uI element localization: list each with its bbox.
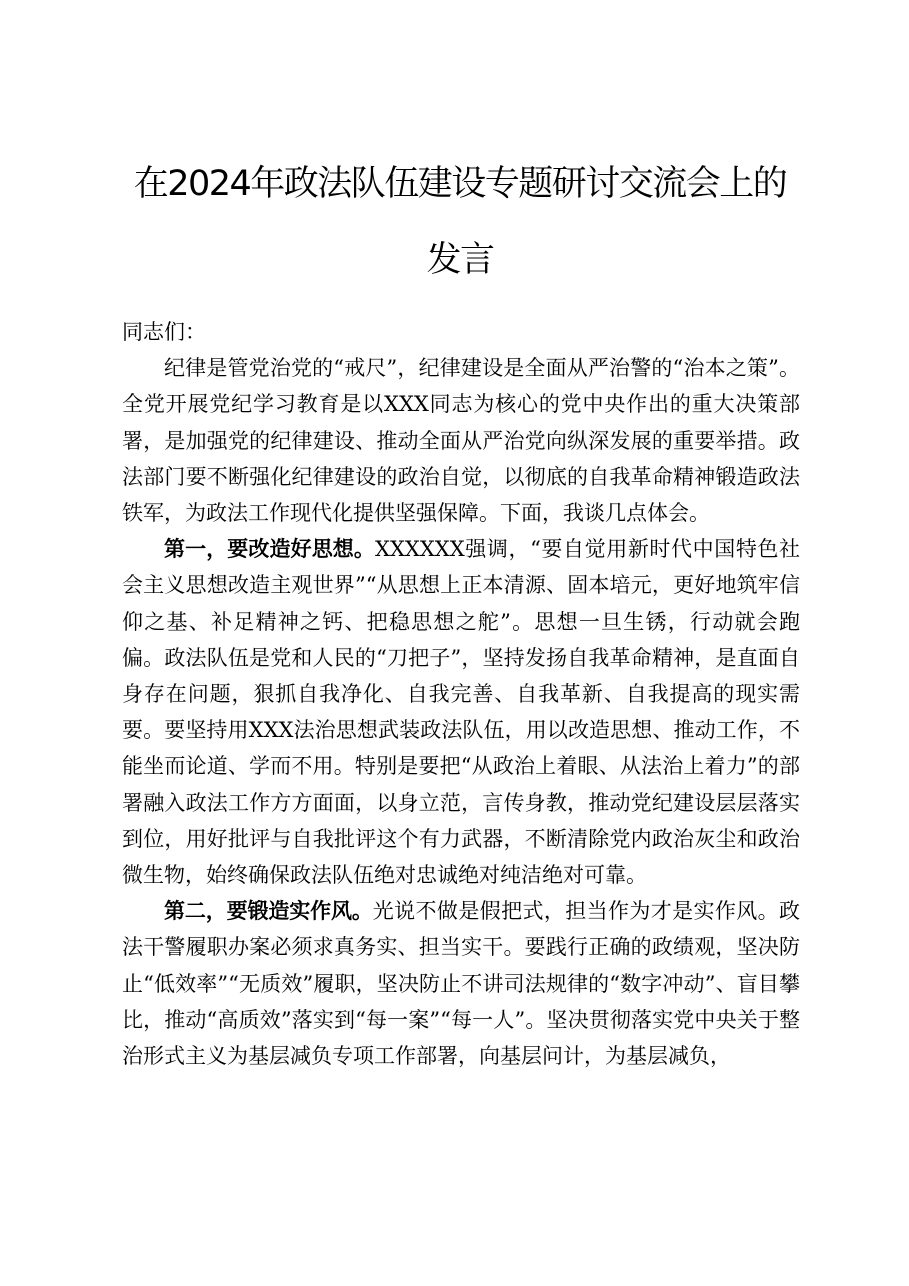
document-title-line-2: 发言 [426,240,494,280]
paragraph-text: 纪律是管党治党的“戒尺”，纪律建设是全面从严治警的“治本之策”。全党开展党纪学习教育是以XXX同志为核心的党中央作出的重大决策部署，是加强党的纪律建设、推动全面从严治党向纵深发展的重要举措。政法部门要不断强化纪律建设的政治自觉，以彻底的自我革命精神锻造政法铁军，为政法工作现代化提供坚强保障。下面，我谈几点体会。 [122,356,800,526]
document-title-line-1: 在2024年政法队伍建设专题研讨交流会上的 [133,164,787,204]
paragraph-point-1 [122,531,800,893]
paragraph-text: XXXXXX强调，“要自觉用新时代中国特色社会主义思想改造主观世界”“从思想上正本清源、固本培元，更好地筑牢信仰之基、补足精神之钙、把稳思想之舵”。思想一旦生锈，行动就会跑偏。政法队伍是党和人民的“刀把子”，坚持发扬自我革命精神，是直面自身存在问题，狠抓自我净化、自我完善、自我革新、自我提高的现实需要。要坚持用XXX法治思想武装政法队伍，用以改造思想、推动工作，不能坐而论道、学而不用。特别是要把“从政治上着眼、从法治上着力”的部署融入政法工作方方面面，以身立范，言传身教，推动党纪建设层层落实到位，用好批评与自我批评这个有力武器，不断清除党内政治灰尘和政治微生物，始终确保政法队伍绝对忠诚绝对纯洁绝对可靠。 [122,537,801,888]
paragraph-lead-heading: 第一，要改造好思想。 [164,537,375,562]
salutation: 同志们： [122,320,206,344]
paragraph-lead-heading: 第二，要锻造实作风。 [164,899,373,924]
paragraph-text: 光说不做是假把式，担当作为才是实作风。政法干警履职办案必须求真务实、担当实干。要践行正确的政绩观，坚决防止“低效率”“无质效”履职，坚决防止不讲司法规律的“数字冲动”、盲目攀比，推动“高质效”落实到“每一案”“每一人”。坚决贯彻落实党中央关于整治形式主义为基层减负专项工作部署，向基层问计，为基层减负， [122,899,801,1069]
paragraph-point-2 [122,893,800,1074]
document-body [122,314,800,1074]
paragraph-intro [122,350,800,531]
